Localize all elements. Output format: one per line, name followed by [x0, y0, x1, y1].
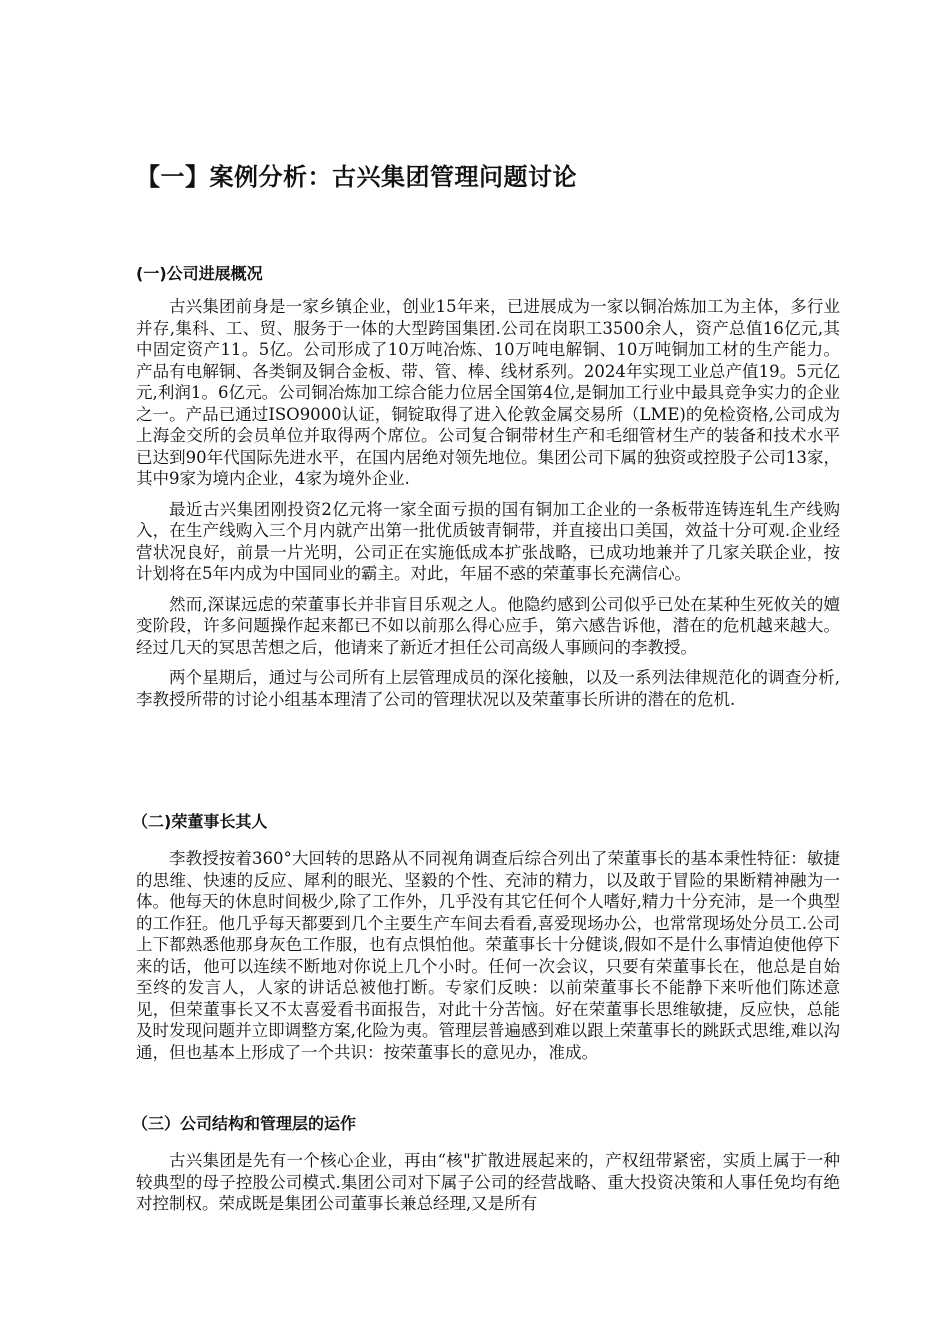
section-company-structure	[132, 1112, 840, 1224]
section-chairman-profile	[132, 810, 840, 1072]
section-company-overview	[136, 262, 840, 719]
paragraph: 古兴集团是先有一个核心企业，再由“核"扩散进展起来的，产权纽带紧密，实质上属于一种较典型的母子控股公司模式.集团公司对下属子公司的经营战略、重大投资决策和人事任免均有绝对控制权。荣成既是集团公司董事长兼总经理,又是所有	[136, 1151, 840, 1213]
document-title: 【一】案例分析：古兴集团管理问题讨论	[136, 163, 577, 191]
paragraph: 李教授按着360°大回转的思路从不同视角调查后综合列出了荣董事长的基本秉性特征：敏捷的思维、快速的反应、犀利的眼光、坚毅的个性、充沛的精力，以及敢于冒险的果断精神融为一体。他每天的休息时间极少,除了工作外，几乎没有其它任何个人嗜好,精力十分充沛，是一个典型的工作狂。他几乎每天都要到几个主要生产车间去看看,喜爱现场办公，也常常现场处分员工.公司上下都熟悉他那身灰色工作服，也有点惧怕他。荣董事长十分健谈,假如不是什么事情迫使他停下来的话，他可以连续不断地对你说上几个小时。任何一次会议，只要有荣董事长在，他总是自始至终的发言人，人家的讲话总被他打断。专家们反映：以前荣董事长不能静下来听他们陈述意见，但荣董事长又不太喜爱看书面报告，对此十分苦恼。好在荣董事长思维敏捷，反应快，总能及时发现问题并立即调整方案,化险为夷。管理层普遍感到难以跟上荣董事长的跳跃式思维,难以沟通，但也基本上形成了一个共识：按荣董事长的意见办，准成。	[136, 849, 840, 1062]
paragraph: 然而,深谋远虑的荣董事长并非盲目乐观之人。他隐约感到公司似乎已处在某种生死攸关的嬗变阶段，许多问题操作起来都已不如以前那么得心应手，第六感告诉他，潜在的危机越来越大。经过几天的冥思苦想之后，他请来了新近才担任公司高级人事顾问的李教授。	[136, 594, 840, 657]
section-heading: （三）公司结构和管理层的运作	[132, 1114, 357, 1133]
paragraph: 古兴集团前身是一家乡镇企业，创业15年来，已进展成为一家以铜冶炼加工为主体，多行业并存,集科、工、贸、服务于一体的大型跨国集团.公司在岗职工3500余人，资产总值16亿元,其中固定资产11。5亿。公司形成了10万吨冶炼、10万吨电解铜、10万吨铜加工材的生产能力。产品有电解铜、各类铜及铜合金板、带、管、棒、线材系列。2024年实现工业总产值19。5元亿元,利润1。6亿元。公司铜冶炼加工综合能力位居全国第4位,是铜加工行业中最具竞争实力的企业之一。产品已通过ISO9000认证，铜锭取得了进入伦敦金属交易所（LME)的免检资格,公司成为上海金交所的会员单位并取得两个席位。公司复合铜带材生产和毛细管材生产的装备和技术水平已达到90年代国际先进水平，在国内居绝对领先地位。集团公司下属的独资或控股子公司13家，其中9家为境内企业，4家为境外企业.	[136, 297, 840, 488]
paragraph: 两个星期后，通过与公司所有上层管理成员的深化接触，以及一系列法律规范化的调查分析,李教授所带的讨论小组基本理清了公司的管理状况以及荣董事长所讲的潜在的危机.	[136, 668, 840, 709]
section-heading: (一)公司进展概况	[136, 264, 263, 283]
paragraph: 最近古兴集团刚投资2亿元将一家全面亏损的国有铜加工企业的一条板带连铸连轧生产线购入，在生产线购入三个月内就产出第一批优质铍青铜带，并直接出口美国，效益十分可观.企业经营状况良好，前景一片光明，公司正在实施低成本扩张战略，已成功地兼并了几家关联企业，按计划将在5年内成为中国同业的霸主。对此，年届不惑的荣董事长充满信心。	[136, 499, 840, 583]
section-heading: （二)荣董事长其人	[132, 812, 268, 831]
